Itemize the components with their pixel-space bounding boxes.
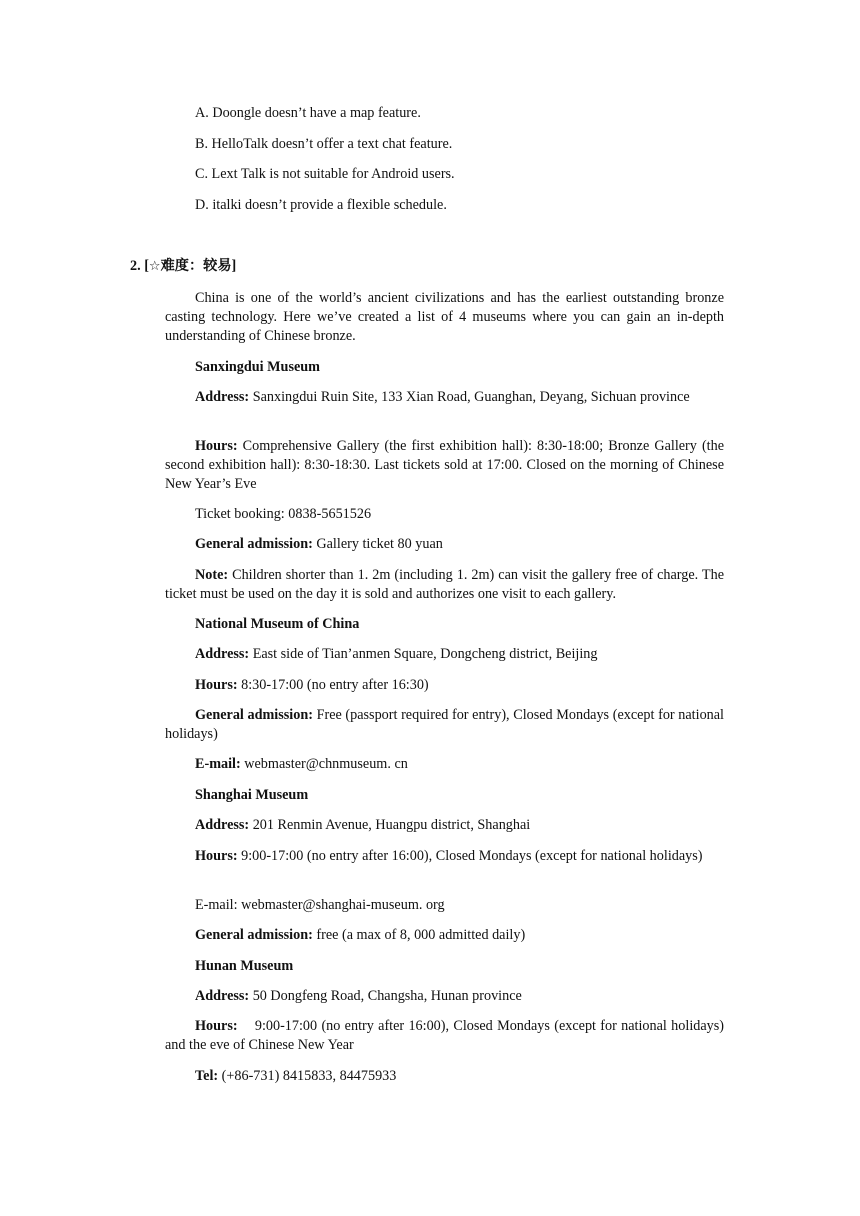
museum-admission: General admission: Gallery ticket 80 yuan [195,536,443,552]
difficulty-label: 难度：较易] [160,258,237,274]
museum-name: National Museum of China [195,616,360,632]
option-c: C. Lext Talk is not suitable for Android users. [195,166,455,182]
museum-email: E-mail: webmaster@chnmuseum. cn [195,756,408,772]
museum-ticket-booking: Ticket booking: 0838-5651526 [195,506,372,522]
museum-email: E-mail: webmaster@shanghai-museum. org [195,897,445,913]
option-a: A. Doongle doesn’t have a map feature. [195,105,421,121]
museum-address: Address: 50 Dongfeng Road, Changsha, Hunan province [195,988,522,1004]
museum-name: Shanghai Museum [195,787,309,803]
museum-name: Hunan Museum [195,958,294,974]
museum-hours: Hours: 8:30-17:00 (no entry after 16:30) [195,677,429,693]
museum-address: Address: East side of Tian’anmen Square, Dongcheng district, Beijing [195,646,598,662]
museum-address: Address: 201 Renmin Avenue, Huangpu district, Shanghai [195,817,531,833]
museum-hours: Hours: 9:00-17:00 (no entry after 16:00), Closed Mondays (except for national holidays) and the eve of Chinese New Year [165,1018,728,1053]
museum-hours: Hours: 9:00-17:00 (no entry after 16:00), Closed Mondays (except for national holidays) [195,848,703,864]
museum-hours: Hours: Comprehensive Gallery (the first exhibition hall): 8:30-18:00; Bronze Gallery (the second exhibition hall): 8:30-18:30. Last tickets sold at 17:00. Closed on the morning of Chinese New Year’s Eve [165,438,724,492]
museum-note: Note: Children shorter than 1. 2m (including 1. 2m) can visit the gallery free of charge. The ticket must be used on the day it is sold and authorizes one visit to each gallery. [165,567,724,602]
museum-address: Address: Sanxingdui Ruin Site, 133 Xian Road, Guanghan, Deyang, Sichuan province [195,389,690,405]
question-heading [130,257,236,276]
option-d: D. italki doesn’t provide a flexible schedule. [195,197,447,213]
question-number: 2. [ [130,258,149,274]
star-icon: ☆ [148,259,161,274]
museum-admission: General admission: Free (passport required for entry), Closed Mondays (except for national holidays) [165,707,724,742]
intro-paragraph: China is one of the world’s ancient civilizations and has the earliest outstanding bronze casting technology. Here we’ve created a list of 4 museums where you can gain an in-depth understanding of Chinese bronze. [165,290,724,344]
option-b: B. HelloTalk doesn’t offer a text chat feature. [195,136,453,152]
museum-tel: Tel: (+86-731) 8415833, 84475933 [195,1068,397,1084]
museum-name: Sanxingdui Museum [195,359,320,375]
museum-admission: General admission: free (a max of 8, 000 admitted daily) [195,927,526,943]
